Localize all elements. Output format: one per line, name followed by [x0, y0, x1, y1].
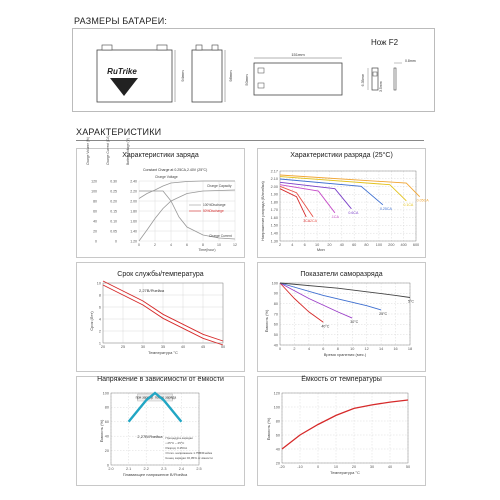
y-tick-label: 40: [104, 434, 109, 439]
y-tick-label: 2.10: [270, 177, 278, 182]
x-tick-label: 0: [278, 347, 282, 351]
chart-capacity-temperature: [258, 377, 425, 485]
x-tick-label: 8: [202, 243, 204, 247]
y-tick-label: 2.00: [270, 184, 278, 189]
x-axis-label: Температура °C: [148, 350, 178, 355]
y-tick-label: 8: [98, 293, 101, 298]
x-tick-label: 25: [120, 345, 126, 349]
curve-label: 1CA: [331, 214, 339, 219]
axis-label-y: Напряжение разряда (В/ячейка): [260, 181, 265, 241]
y-tick-voltage: 2.40: [130, 179, 137, 184]
x-tick-label: 10: [314, 243, 320, 247]
y-tick-label: 100: [271, 281, 278, 286]
y-tick-label: 60: [275, 433, 280, 438]
x-tick-label: 4: [170, 243, 172, 247]
x-tick-label: 2.3: [161, 467, 167, 471]
x-tick-label: 2.5: [196, 467, 202, 471]
curve-label: 25°C: [379, 311, 388, 316]
x-tick-label: 0: [138, 243, 140, 247]
chart-charge: [77, 135, 244, 257]
x-tick-label: 14: [378, 347, 384, 351]
plot-frame: [282, 393, 408, 463]
y-tick-current: 0.25: [110, 189, 117, 194]
x-tick-label: 45: [200, 345, 206, 349]
axis-label-voltage: Battery Voltage (V): [126, 138, 130, 165]
dimensions-heading: РАЗМЕРЫ БАТАРЕИ:: [74, 16, 168, 26]
y-tick-label: 40: [273, 343, 278, 348]
panel-self-discharge: [257, 262, 426, 372]
x-tick-label: 2.1: [125, 467, 132, 471]
series-3CA: [280, 189, 306, 217]
panel-discharge-characteristics: [257, 148, 429, 258]
y-tick-label: 1.30: [270, 239, 278, 244]
svg-text:50mm: 50mm: [244, 74, 249, 86]
axis-label-y: Ёмкость (%): [99, 419, 104, 443]
y-tick-label: 120: [273, 391, 280, 396]
x-axis-label: Time(hour): [198, 248, 216, 252]
panel-title: Характеристики заряда: [122, 152, 199, 159]
curve-label: 30°C: [350, 320, 359, 325]
curve-label: 0.05CA: [416, 198, 429, 203]
charge-note: Constant Charge at 0.25CA,2.40V (25°C): [143, 168, 208, 172]
y-tick-label: 60: [273, 322, 278, 327]
panel-charge-characteristics: [76, 135, 245, 258]
x-tick-label: 20: [100, 345, 106, 349]
x-tick-label: 50: [220, 345, 226, 349]
curve-label: 5°C: [408, 299, 415, 304]
series-capacity-temperature: [282, 400, 408, 449]
legend-item: при заряде: [135, 395, 154, 400]
y-tick-label: 50: [273, 332, 278, 337]
terminal-detail: [361, 59, 416, 92]
x-tick-label: 20: [327, 243, 332, 247]
svg-text:0.8mm: 0.8mm: [405, 59, 416, 63]
curve-label: 0.6CA: [348, 210, 359, 215]
x-tick-label: 10: [333, 465, 339, 469]
x-tick-label: -10: [297, 465, 303, 469]
panel-capacity-temperature: [257, 376, 426, 486]
svg-text:94mm: 94mm: [180, 70, 185, 82]
y-tick-label: 40: [275, 447, 280, 452]
label-charge-capacity: Charge Capacity: [207, 184, 232, 188]
y-tick-label: 1.80: [270, 200, 278, 205]
y-tick-label: 10: [96, 281, 101, 286]
x-axis-label: Время хранения (мес.): [323, 352, 367, 357]
battery-side-view: [192, 45, 233, 102]
series-0.1CA: [280, 177, 406, 201]
x-tick-label: 0: [316, 465, 320, 469]
y-tick-voltage: 1.60: [130, 219, 137, 224]
label-charge-voltage: Charge Voltage: [155, 175, 178, 179]
y-tick-label: 70: [273, 312, 278, 317]
y-tick-label: 80: [275, 419, 280, 424]
x-axis-label: Плавающее напряжение В/Ячейка: [122, 472, 188, 477]
x-tick-label: 400: [400, 243, 407, 247]
x-tick-label: 200: [388, 243, 395, 247]
procedure-note: Разряд: 0.25CA: [165, 446, 188, 450]
y-tick-label: 100: [273, 405, 280, 410]
y-tick-voltage: 1.40: [130, 229, 137, 234]
y-tick-label: 90: [273, 291, 278, 296]
y-tick-label: 4: [98, 317, 101, 322]
annotation: 2,27В/Ячейка: [139, 288, 165, 293]
x-tick-label: 40: [387, 465, 393, 469]
y-tick-label: 20: [104, 448, 109, 453]
y-tick-label: 80: [104, 405, 109, 410]
label-charge-current: Charge Current: [209, 234, 232, 238]
svg-text:98mm: 98mm: [228, 70, 233, 82]
x-tick-label: 10: [217, 243, 221, 247]
y-tick-label: 1: [98, 341, 101, 346]
y-tick-current: 0.05: [110, 229, 117, 234]
x-tick-label: 6: [186, 243, 188, 247]
y-tick-current: 0.30: [110, 179, 117, 184]
curve-label: 3CA: [303, 218, 311, 223]
chart-service-life: [77, 263, 244, 371]
x-tick-label: 35: [160, 345, 166, 349]
x-tick-label: 2: [293, 347, 296, 351]
y-tick-voltage: 2.00: [130, 199, 137, 204]
panel-service-life: [76, 262, 245, 372]
panel-title: Напряжение в зависимости от ёмкости: [97, 376, 224, 383]
series-5°C: [280, 283, 410, 298]
x-tick-label: 100: [375, 243, 383, 247]
x-tick-label: 600: [412, 243, 420, 247]
y-tick-voltage: 1.80: [130, 209, 137, 214]
x-tick-label: 80: [364, 243, 369, 247]
x-tick-label: 30: [369, 465, 375, 469]
chart-discharge: [258, 149, 429, 257]
x-tick-label: 40: [339, 243, 344, 247]
y-tick-current: 0.10: [110, 219, 117, 224]
procedure-note: Отсеч. напряжение 1.75В/Ячейка: [165, 451, 213, 455]
panel-title: Срок службы/температура: [117, 271, 204, 278]
x-tick-label: 2: [154, 243, 156, 247]
x-tick-label: 12: [364, 347, 369, 351]
procedure-note: • 25°C ~ 25°C: [165, 441, 185, 445]
x-tick-label: 2.2: [143, 467, 149, 471]
x-tick-label: 18: [407, 347, 413, 351]
y-tick-label: 100: [102, 391, 109, 396]
x-tick-label: 40: [180, 345, 186, 349]
terminal-type-label: Нож F2: [371, 38, 399, 47]
y-tick-volume: 20: [93, 229, 97, 234]
annotation: 2,27В/Ячейка: [137, 434, 163, 439]
y-tick-volume: 0: [95, 239, 97, 244]
x-tick-label: 12: [233, 243, 237, 247]
battery-top-view: [244, 52, 342, 95]
x-axis-label: Температура °C: [330, 470, 360, 475]
curve-label: 0.1CA: [403, 202, 414, 207]
y-tick-label: 80: [273, 301, 278, 306]
y-tick-label: 60: [104, 420, 109, 425]
series-25°C: [280, 283, 381, 310]
x-tick-label: 10: [350, 347, 355, 351]
y-tick-label: 2.17: [270, 169, 278, 174]
svg-text:6.35mm: 6.35mm: [361, 73, 365, 87]
y-tick-voltage: 1.20: [130, 239, 137, 244]
panel-title: Ёмкость от температуры: [301, 376, 382, 383]
y-tick-label: 0: [106, 463, 109, 468]
y-tick-current: 0.20: [110, 199, 117, 204]
y-tick-label: 1.60: [270, 215, 278, 220]
axis-label-current: Charge Current (CA): [106, 135, 110, 165]
procedure-note: Процедура зарядки: [165, 436, 193, 440]
chart-self-discharge: [258, 263, 425, 371]
y-tick-volume: 100: [91, 189, 97, 194]
chart-voltage-capacity: [77, 377, 244, 485]
x-tick-label: 2.0: [108, 467, 114, 471]
y-tick-label: 1.50: [270, 223, 278, 228]
axis-label-volume: Charge Volume (%): [86, 137, 90, 165]
y-tick-label: 1.40: [270, 231, 278, 236]
y-tick-volume: 60: [93, 209, 97, 214]
y-tick-current: 0.15: [110, 209, 117, 214]
x-tick-label: -20: [279, 465, 285, 469]
y-tick-volume: 40: [93, 219, 97, 224]
x-tick-label: 6: [303, 243, 306, 247]
x-tick-label: 30: [140, 345, 146, 349]
y-tick-volume: 80: [93, 199, 97, 204]
x-tick-label: 50: [405, 465, 411, 469]
y-tick-label: 6: [98, 305, 101, 310]
x-tick-label: 16: [393, 347, 398, 351]
x-tick-label: 4: [291, 243, 294, 247]
x-tick-label: 4: [307, 347, 310, 351]
y-tick-label: 2: [98, 329, 101, 334]
y-tick-label: 1.70: [270, 208, 278, 213]
x-tick-label: 2: [278, 243, 282, 247]
curve-label: 2CA: [310, 218, 318, 223]
x-axis-label: Мин: [316, 247, 325, 252]
x-tick-label: 6: [322, 347, 325, 351]
brand-logo: RuTrike: [107, 67, 137, 76]
curve-label: 0.25CA: [379, 206, 392, 211]
legend-100: 100%Discharge: [203, 203, 226, 207]
y-tick-label: 20: [275, 461, 280, 466]
legend-item: после заряда: [154, 395, 177, 400]
x-tick-label: 20: [351, 465, 357, 469]
svg-text:151mm: 151mm: [291, 52, 305, 57]
panel-title: Характеристики разряда (25°C): [290, 152, 393, 159]
legend-50: 50%Discharge: [203, 209, 224, 213]
axis-label-y: Ёмкость (%): [264, 309, 269, 333]
y-tick-label: 1.90: [270, 192, 278, 197]
curve-label: 40°C: [321, 324, 330, 329]
axis-label-y: Срок (Лет): [89, 311, 94, 331]
x-tick-label: 8: [336, 347, 339, 351]
y-tick-current: 0: [115, 239, 117, 244]
x-tick-label: 60: [352, 243, 357, 247]
procedure-note: Конец зарядки ±0,05% от ёмкости: [165, 456, 213, 460]
battery-front-view: [97, 45, 185, 102]
specs-heading: ХАРАКТЕРИСТИКИ: [76, 127, 162, 137]
y-tick-volume: 120: [91, 179, 97, 184]
axis-label-y: Ёмкость (%): [266, 417, 271, 441]
svg-text:3.5mm: 3.5mm: [379, 81, 383, 92]
panel-title: Показатели саморазряда: [300, 271, 383, 278]
x-tick-label: 2.4: [178, 467, 185, 471]
y-tick-voltage: 2.20: [130, 189, 137, 194]
panel-voltage-capacity: [76, 376, 245, 486]
